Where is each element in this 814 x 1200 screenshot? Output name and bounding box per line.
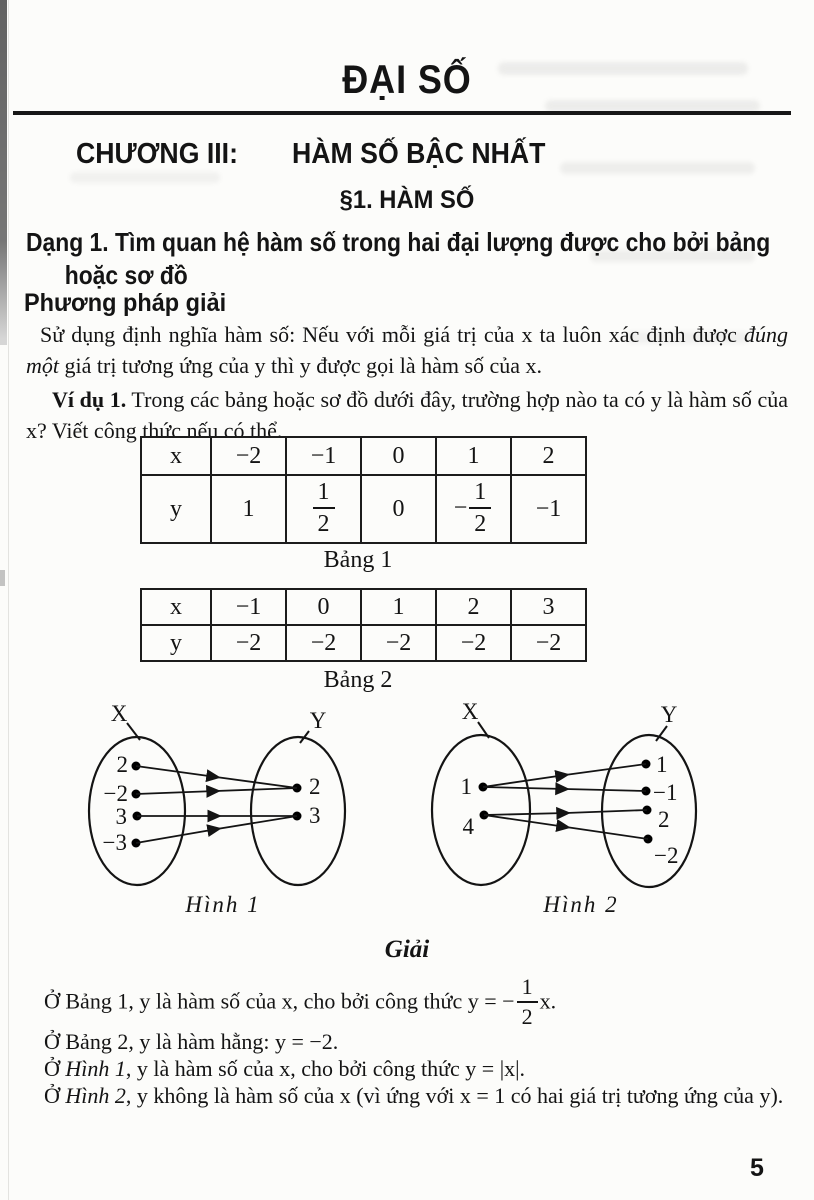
mapping-diagrams xyxy=(0,695,814,940)
scan-edge-line xyxy=(8,0,9,1200)
diagram-hinh-2 xyxy=(432,699,696,917)
cell-fraction xyxy=(286,475,361,543)
solution-line-2: Ở Bảng 2, y là hàm hằng: y = −2. xyxy=(44,1029,339,1054)
arrow-neg2-to-2 xyxy=(136,788,297,794)
table-bang-1 xyxy=(140,436,587,544)
solution-3-post: , y là hàm số của x, cho bởi công thức y = |x|. xyxy=(125,1056,526,1081)
x-value: 2 xyxy=(116,752,128,777)
cell-x-header: x xyxy=(141,589,211,625)
x-value: 1 xyxy=(460,774,472,799)
section-heading: §1. HÀM SỐ xyxy=(339,186,475,214)
cell: −2 xyxy=(361,625,436,661)
cell: 0 xyxy=(286,589,361,625)
set-y-label: Y xyxy=(309,708,327,733)
arrow-1-to-1 xyxy=(483,764,646,787)
table-row xyxy=(141,475,586,543)
fraction-denominator: 2 xyxy=(474,510,487,537)
fraction-numerator: 1 xyxy=(313,479,335,509)
solution-heading: Giải xyxy=(384,936,430,963)
method-text-pre: Sử dụng định nghĩa hàm số: Nếu với mỗi giá trị của x ta luôn xác định được xyxy=(40,322,744,347)
example-text: Trong các bảng hoặc sơ đồ dưới đây, trường hợp nào ta có y là hàm số của x? Viết công thức nếu có thể. xyxy=(26,387,788,443)
method-heading: Phương pháp giải xyxy=(24,289,227,317)
table-row xyxy=(141,437,586,475)
set-x-ellipse xyxy=(89,737,185,885)
y-value: 2 xyxy=(309,774,321,799)
cell: 1 xyxy=(211,475,286,543)
solution-line-1 xyxy=(44,975,790,1032)
problem-type-heading: Dạng 1. Tìm quan hệ hàm số trong hai đại lượng được cho bởi bảng hoặc sơ đồ xyxy=(26,227,771,290)
cell: −2 xyxy=(511,625,586,661)
cell: −2 xyxy=(211,437,286,475)
cell: −1 xyxy=(286,437,361,475)
solution-1-text-post: x. xyxy=(539,988,557,1014)
solution-1-text: Ở Bảng 1, y là hàm số của x, cho bởi công thức y = xyxy=(44,988,503,1014)
cell-x-header: x xyxy=(141,437,211,475)
cell-y-header: y xyxy=(141,475,211,543)
cell: 3 xyxy=(511,589,586,625)
cell: 0 xyxy=(361,437,436,475)
set-x-ellipse xyxy=(432,735,530,885)
method-text-post: giá trị tương ứng của y thì y được gọi là hàm số của x. xyxy=(59,353,543,378)
set-x-label: X xyxy=(461,699,479,724)
scan-edge-mark xyxy=(0,570,5,586)
table-1-caption: Bảng 1 xyxy=(323,547,393,573)
solution-3-pre: Ở xyxy=(44,1056,66,1081)
y-value: 3 xyxy=(309,803,321,828)
solution-line-3 xyxy=(44,1054,790,1084)
figure-2-ref: Hình 2 xyxy=(65,1083,126,1108)
y-value: 2 xyxy=(658,807,670,832)
method-text-italic: đúng một xyxy=(26,322,788,378)
set-x-label: X xyxy=(110,701,128,726)
scan-edge-shadow xyxy=(0,0,7,345)
fraction-denominator: 2 xyxy=(317,510,330,537)
cell: 0 xyxy=(361,475,436,543)
cell-fraction xyxy=(436,475,511,543)
x-value: −2 xyxy=(103,781,128,806)
arrow-4-to-neg2 xyxy=(484,815,648,839)
x-value: −3 xyxy=(102,830,127,855)
method-body xyxy=(26,319,788,381)
cell: −2 xyxy=(436,625,511,661)
example-label: Ví dụ 1. xyxy=(52,387,127,412)
arrow-1-to-neg1 xyxy=(483,787,646,791)
table-row xyxy=(141,589,586,625)
solution-4-post: , y không là hàm số của x (vì ứng với x = 1 có hai giá trị tương ứng của y). xyxy=(125,1083,784,1108)
set-y-label: Y xyxy=(660,702,678,727)
solution-line-4 xyxy=(44,1081,790,1111)
diagram-hinh-1 xyxy=(89,701,345,917)
x-value: 4 xyxy=(462,814,474,839)
figure-2-caption: Hình 2 xyxy=(543,892,619,917)
arrow-4-to-2 xyxy=(484,810,647,815)
fraction-denominator: 2 xyxy=(521,1004,533,1029)
minus-sign: − xyxy=(453,494,468,521)
cell-y-header: y xyxy=(141,625,211,661)
fraction-numerator: 1 xyxy=(517,975,538,1003)
y-value: −1 xyxy=(653,780,678,805)
y-value: −2 xyxy=(654,843,679,868)
cell: −2 xyxy=(286,625,361,661)
chapter-title: HÀM SỐ BẬC NHẤT xyxy=(292,138,546,170)
cell: 1 xyxy=(436,437,511,475)
cell: 2 xyxy=(436,589,511,625)
bleedthrough-smudge xyxy=(70,172,220,183)
cell: 1 xyxy=(361,589,436,625)
chapter-label: CHƯƠNG III: xyxy=(76,138,238,170)
title-divider xyxy=(13,111,791,115)
cell: −1 xyxy=(511,475,586,543)
figure-1-ref: Hình 1 xyxy=(65,1056,126,1081)
arrow-2-to-2 xyxy=(136,766,297,788)
page-number: 5 xyxy=(750,1154,764,1182)
x-value: 3 xyxy=(115,804,127,829)
arrow-neg3-to-3 xyxy=(136,816,297,843)
cell: −1 xyxy=(211,589,286,625)
minus-sign: − xyxy=(502,988,515,1014)
figure-1-caption: Hình 1 xyxy=(185,892,261,917)
cell: −2 xyxy=(211,625,286,661)
table-2-caption: Bảng 2 xyxy=(323,667,393,693)
y-value: 1 xyxy=(656,752,668,777)
table-bang-2 xyxy=(140,588,587,662)
solution-4-pre: Ở xyxy=(44,1083,66,1108)
page-title: ĐẠI SỐ xyxy=(342,58,472,102)
table-row xyxy=(141,625,586,661)
fraction-numerator: 1 xyxy=(469,479,491,509)
set-y-ellipse xyxy=(251,737,345,885)
bleedthrough-smudge xyxy=(560,162,755,174)
cell: 2 xyxy=(511,437,586,475)
